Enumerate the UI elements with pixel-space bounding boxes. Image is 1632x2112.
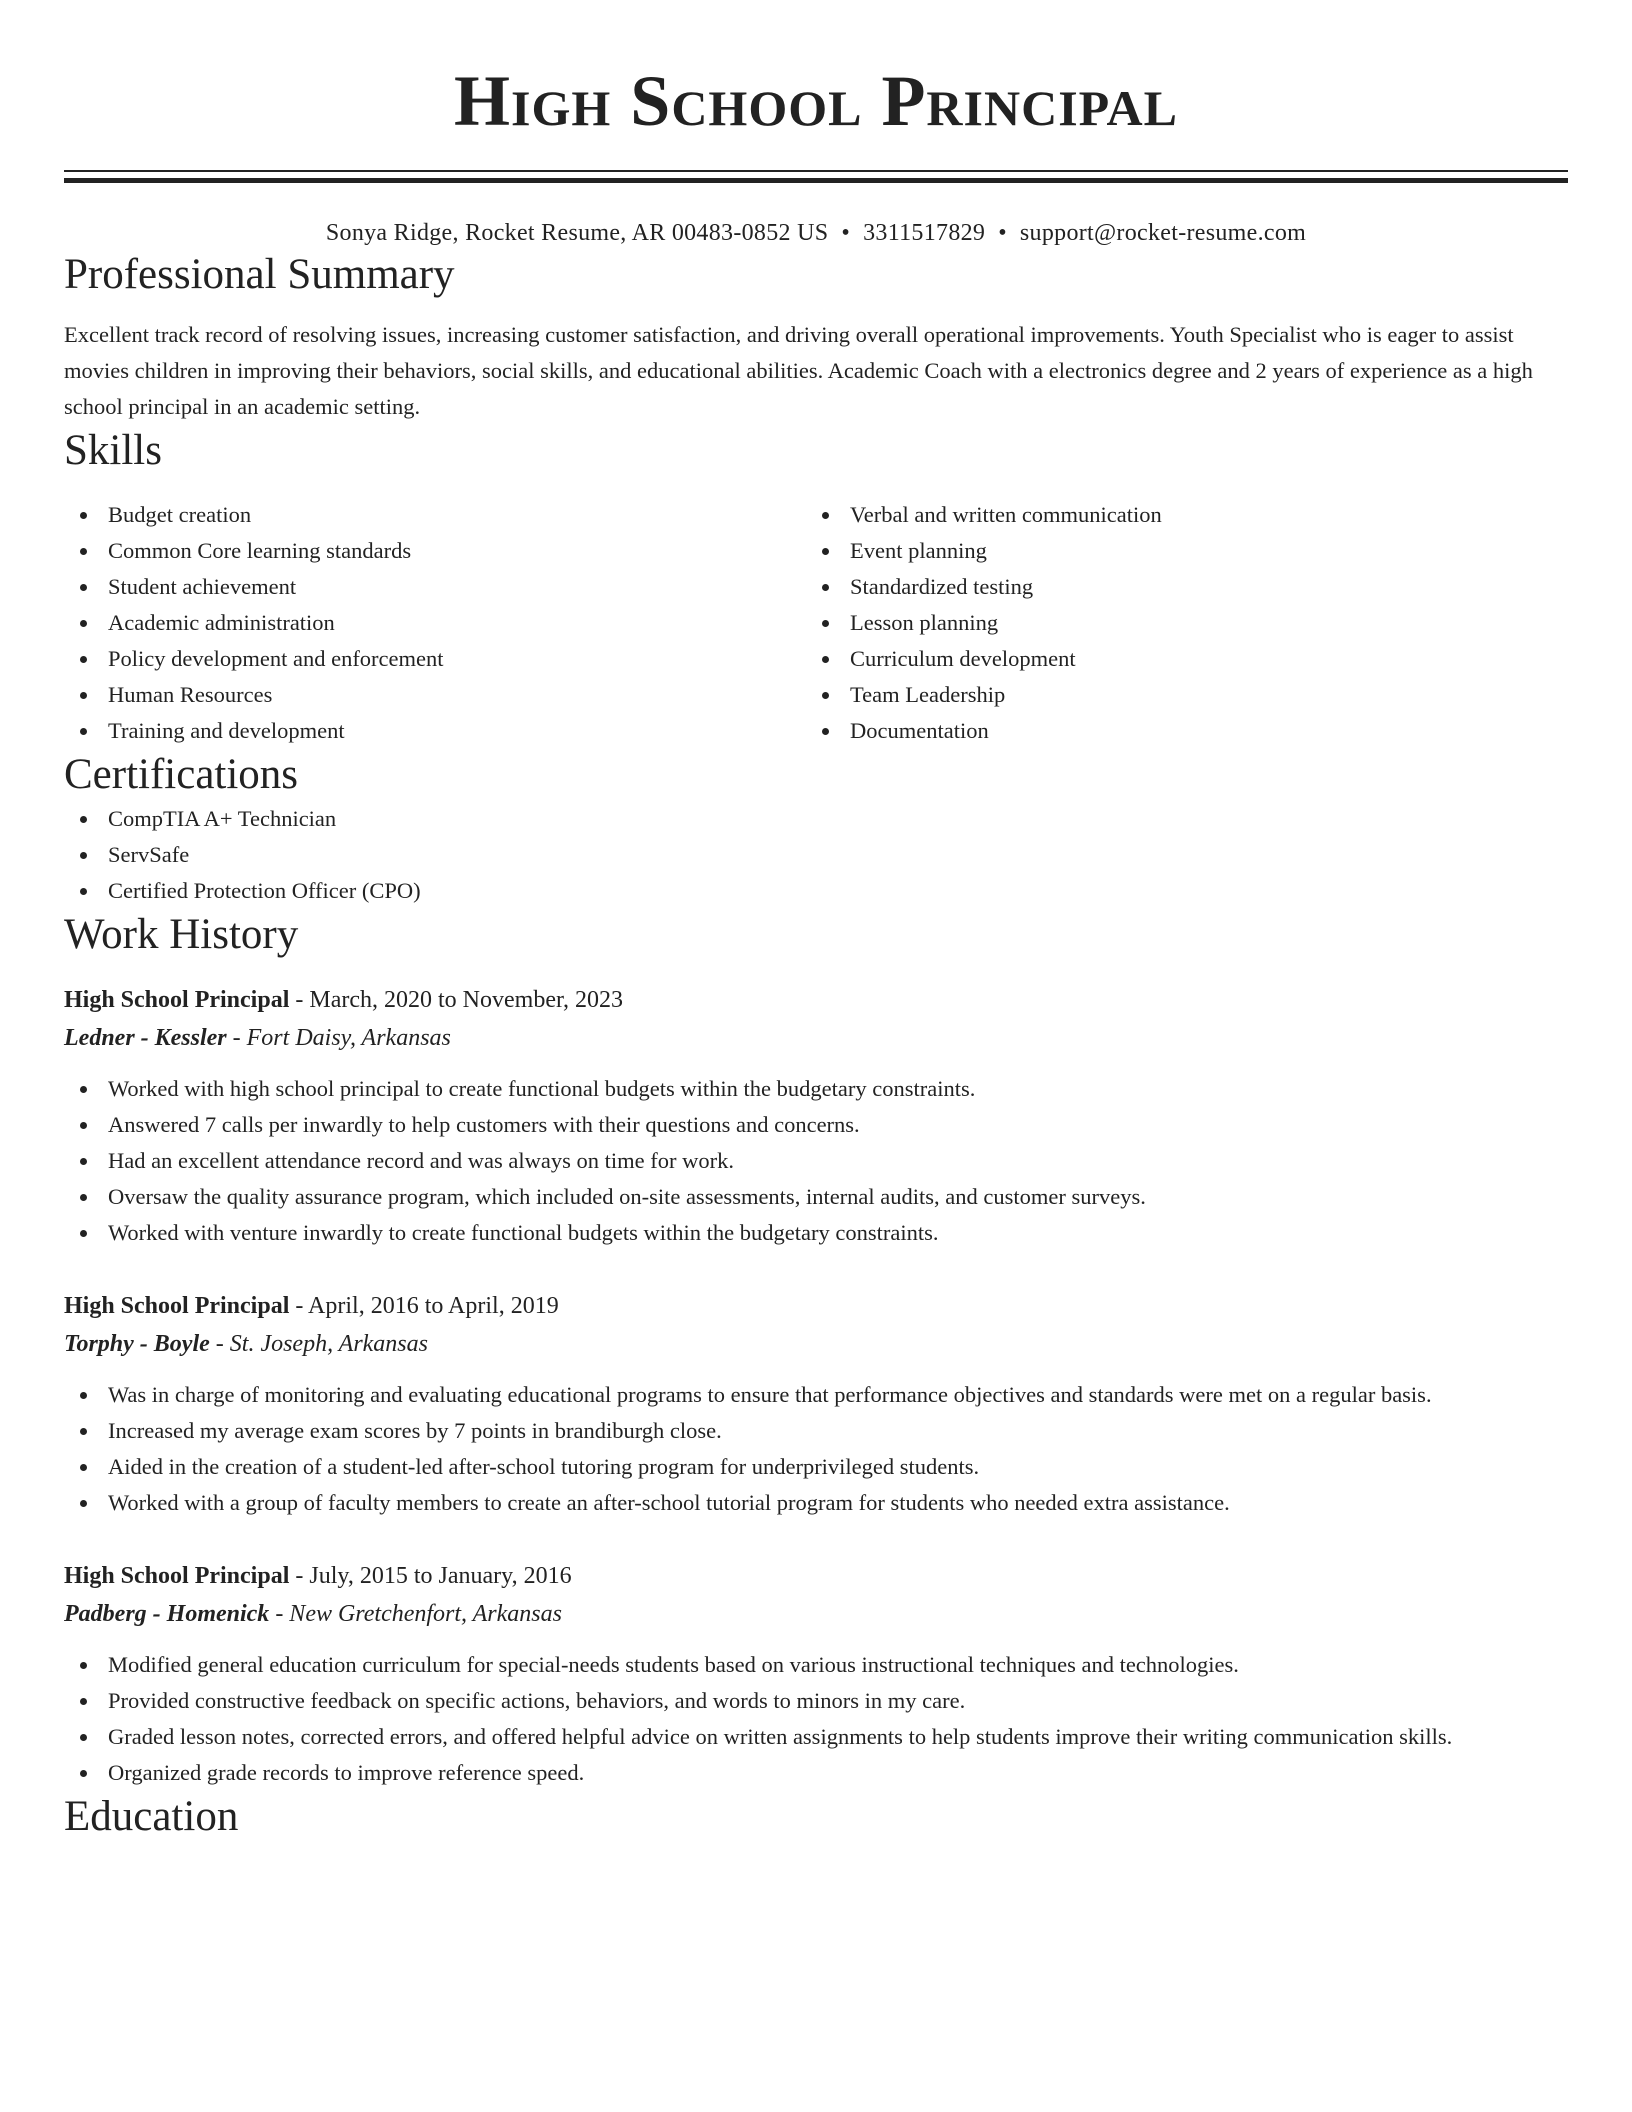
bullet-icon (80, 888, 87, 895)
job-title-line (64, 981, 1568, 1019)
contact-phone: 3311517829 (863, 220, 986, 246)
bullet-icon (80, 728, 87, 735)
bullet-icon (80, 1698, 87, 1705)
bullet-icon (822, 656, 829, 663)
job-company-line (64, 1019, 1568, 1057)
bullet-icon (80, 1122, 87, 1129)
job-duty-item: Oversaw the quality assurance program, which included on-site assessments, internal audits, and customer surveys. (64, 1179, 1568, 1215)
skills-column-right (806, 497, 1548, 749)
job-duty-item: Answered 7 calls per inwardly to help customers with their questions and concerns. (64, 1107, 1568, 1143)
certifications-list (64, 801, 1568, 909)
skill-item: Event planning (806, 533, 1548, 569)
bullet-icon (822, 548, 829, 555)
bullet-icon (80, 584, 87, 591)
header-divider-thick (64, 178, 1568, 183)
bullet-icon (80, 816, 87, 823)
bullet-icon (822, 584, 829, 591)
bullet-icon (80, 512, 87, 519)
job-company: Torphy - Boyle (64, 1331, 210, 1357)
job-location: - Fort Daisy, Arkansas (226, 1025, 451, 1051)
contact-address: Sonya Ridge, Rocket Resume, AR 00483-0852 US (325, 220, 829, 246)
bullet-icon (822, 620, 829, 627)
job-company-line (64, 1325, 1568, 1363)
job-duty-item: Worked with venture inwardly to create functional budgets within the budgetary constraints. (64, 1215, 1568, 1251)
bullet-icon (80, 620, 87, 627)
bullet-icon (80, 1194, 87, 1201)
job-dates: - March, 2020 to November, 2023 (289, 987, 624, 1013)
job-duty-item: Provided constructive feedback on specific actions, behaviors, and words to minors in my care. (64, 1683, 1568, 1719)
bullet-icon (80, 1158, 87, 1165)
job-entry (64, 981, 1568, 1251)
job-entry (64, 1557, 1568, 1791)
bullet-icon (80, 1662, 87, 1669)
certification-item: CompTIA A+ Technician (64, 801, 1568, 837)
skills-heading: Skills (64, 427, 162, 474)
contact-line (64, 217, 1568, 249)
job-duty-item: Aided in the creation of a student-led after-school tutoring program for underprivileged students. (64, 1449, 1568, 1485)
skill-item: Academic administration (64, 605, 806, 641)
skill-item: Budget creation (64, 497, 806, 533)
header-divider-thin (64, 170, 1568, 172)
job-duties-list (64, 1071, 1568, 1251)
skill-item: Policy development and enforcement (64, 641, 806, 677)
work-history-heading: Work History (64, 911, 299, 958)
job-title: High School Principal (64, 987, 290, 1013)
job-duty-item: Graded lesson notes, corrected errors, and offered helpful advice on written assignments to help students improve their writing communication skills. (64, 1719, 1568, 1755)
job-title: High School Principal (64, 1563, 290, 1589)
bullet-icon (80, 548, 87, 555)
education-heading: Education (64, 1793, 239, 1840)
bullet-icon (80, 1392, 87, 1399)
bullet-icon (80, 1086, 87, 1093)
bullet-icon (80, 1230, 87, 1237)
skill-item: Training and development (64, 713, 806, 749)
summary-heading: Professional Summary (64, 251, 455, 298)
job-company: Ledner - Kessler (64, 1025, 227, 1051)
job-duty-item: Increased my average exam scores by 7 points in brandiburgh close. (64, 1413, 1568, 1449)
skills-column-left (64, 497, 806, 749)
skill-item: Verbal and written communication (806, 497, 1548, 533)
job-duty-item: Had an excellent attendance record and was always on time for work. (64, 1143, 1568, 1179)
job-company-line (64, 1595, 1568, 1633)
skill-item: Standardized testing (806, 569, 1548, 605)
job-title-line (64, 1557, 1568, 1595)
contact-separator: • (841, 220, 851, 246)
skills-list-left (64, 497, 806, 749)
bullet-icon (80, 1770, 87, 1777)
bullet-icon (80, 1734, 87, 1741)
skill-item: Student achievement (64, 569, 806, 605)
skill-item: Lesson planning (806, 605, 1548, 641)
job-dates: - April, 2016 to April, 2019 (289, 1293, 559, 1319)
bullet-icon (822, 512, 829, 519)
skills-grid (64, 497, 1568, 749)
skill-item: Common Core learning standards (64, 533, 806, 569)
summary-text: Excellent track record of resolving issues, increasing customer satisfaction, and driving overall operational improvements. Youth Specialist who is eager to assist movies children in improving their behaviors, social skills, and educational abilities. Academic Coach with a electronics degree and 2 years of experience as a high school principal in an academic setting. (64, 322, 1533, 419)
certifications-heading: Certifications (64, 751, 299, 798)
certification-item: Certified Protection Officer (CPO) (64, 873, 1568, 909)
bullet-icon (80, 1500, 87, 1507)
job-duties-list (64, 1647, 1568, 1791)
bullet-icon (80, 852, 87, 859)
skill-item: Documentation (806, 713, 1548, 749)
job-duty-item: Organized grade records to improve reference speed. (64, 1755, 1568, 1791)
bullet-icon (80, 656, 87, 663)
job-duties-list (64, 1377, 1568, 1521)
skill-item: Human Resources (64, 677, 806, 713)
job-title: High School Principal (64, 1293, 290, 1319)
skills-list-right (806, 497, 1548, 749)
contact-separator: • (998, 220, 1007, 246)
bullet-icon (822, 728, 829, 735)
job-company: Padberg - Homenick (64, 1601, 270, 1627)
job-title-line (64, 1287, 1568, 1325)
job-location: - St. Joseph, Arkansas (209, 1331, 428, 1357)
certification-item: ServSafe (64, 837, 1568, 873)
job-entry (64, 1287, 1568, 1521)
skill-item: Curriculum development (806, 641, 1548, 677)
resume-page (64, 0, 1568, 1843)
job-location: - New Gretchenfort, Arkansas (269, 1601, 562, 1627)
job-dates: - July, 2015 to January, 2016 (289, 1563, 572, 1589)
resume-title: High School Principal (454, 61, 1178, 141)
job-duty-item: Was in charge of monitoring and evaluating educational programs to ensure that performance objectives and standards were met on a regular basis. (64, 1377, 1568, 1413)
bullet-icon (80, 692, 87, 699)
bullet-icon (80, 1464, 87, 1471)
contact-email: support@rocket-resume.com (1019, 220, 1307, 246)
bullet-icon (822, 692, 829, 699)
job-duty-item: Worked with a group of faculty members to create an after-school tutorial program for students who needed extra assistance. (64, 1485, 1568, 1521)
skill-item: Team Leadership (806, 677, 1548, 713)
job-duty-item: Worked with high school principal to create functional budgets within the budgetary constraints. (64, 1071, 1568, 1107)
bullet-icon (80, 1428, 87, 1435)
job-duty-item: Modified general education curriculum for special-needs students based on various instructional techniques and technologies. (64, 1647, 1568, 1683)
